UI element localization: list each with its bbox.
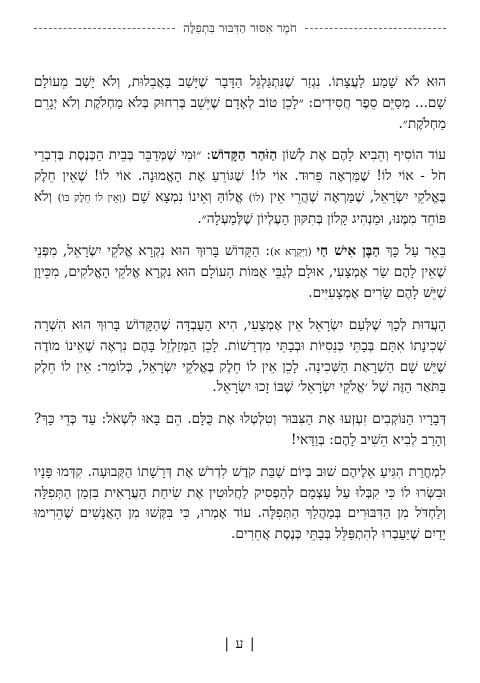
running-header [34,18,446,38]
paragraph-4: הָעֲדוּת לְכָךְ שֶׁלְּעַם יִשְׂרָאֵל אֵין אֶמְצָעִי, הִיא הָעֻבְדָּה שֶׁהַקָּדוֹשׁ בָּרוּךְ הוּא הִשְׁרָה שְׁכִינָתוֹ אִתָּם בְּבָתֵּי כְּנֵסִיּוֹת וּבְבָתֵּי מִדְרָשׁוֹת. לָכֵן הַמְּזַלְזֵל בָּהֶם נִרְאֶה שֶׁאֵינוֹ מוֹדֶה שֶׁיֵּשׁ שָׁם הַשְׁרָאַת הַשְּׁכִינָה. לָכֵן אֵין לוֹ חֵלֶק בֶּאֱלֹקֵי יִשְׂרָאֵל, כְּלוֹמַר: אֵין לוֹ חֵלֶק בַּתֹּאַר הַזֶּה שֶׁל ׳אֱלֹקֵי יִשְׂרָאֵל׳ שֶׁבּוֹ זָכוּ יִשְׂרָאֵל. [34,316,446,396]
paragraph-3-body: : הַקָּדוֹשׁ בָּרוּךְ הוּא נִקְרָא אֱלֹקֵי יִשְׂרָאֵל, מִפְּנֵי שֶׁאֵין לָהֶם שַׂר אֶמְצָעִי, אוּלָם לְגַבֵּי אֻמּוֹת הָעוֹלָם הוּא נִקְרָא אֱלֹקֵי הָאֱלֹקִים, מִכֵּיוָן שֶׁיֵּשׁ לָהֶם שָׂרִים אֶמְצָעִיִּים. [34,242,446,302]
header-rule-right [305,28,446,29]
paragraph-2-note-1: (לוֹ) [248,191,265,204]
running-header-title: חֹמֶר אִסּוּר הַדִּבּוּר בִּתְפִלָּה [183,20,297,35]
paragraph-2 [34,145,446,229]
page-number: | ע | [224,636,256,652]
paragraph-2-note-2: (וְאֵין לוֹ חֵלֶק בּוֹ) [57,191,126,204]
source-name-zohar: הַזֹּהַר הַקָּדוֹשׁ [210,147,278,164]
paragraph-2-lead: עוֹד הוֹסִיף וְהֵבִיא לָהֶם אֶת לְשׁוֹן [277,147,446,164]
paragraph-3 [34,241,446,304]
paragraph-5: דְּבָרָיו הַנּוֹקְבִים זִעְזְעוּ אֶת הַצִּבּוּר וְטִלְטְלוּ אֶת כֻּלָּם. הֵם בָּאוּ לִשְׁאֹל: עַד כְּדֵי כָּךְ? וְהָרַב לְבִיא הֵשִׁיב לָהֶם: בְּוַדַּאי! [34,411,446,448]
paragraph-6: לִמְחֳרַת הִגִּיעַ אֵלֶיהֶם שׁוּב בְּיוֹם שַׁבַּת קֹדֶשׁ לִדְרֹשׁ אֶת דְּרָשָׁתוֹ הַקְּבוּעָה. קִדְּמוּ פָּנָיו וּבִשְּׂרוּ לוֹ כִּי קִבְּלוּ עַל עַצְמָם לְהַפְסִיק לַחֲלוּטִין אֶת שִׂיחַת הָעֲרָאִית בִּזְמַן הַתְּפִלָּה וְלַחְדֹּל מִן הַדִּבּוּרִים בְּמַהֲלַךְ הַתְּפִלָּה. עוֹד אָמְרוּ, כִּי בִּקְּשׁוּ מִן הָאֲנָשִׁים שֶׁהֵרִימוּ יָדַיִם שֶׁיַּעַבְרוּ לְהִתְפַּלֵּל בְּבָתֵּי כְּנֶסֶת אֲחֵרִים. [34,463,446,543]
paragraph-3-citation: (וַיִּקְרָא א) [269,245,317,258]
paragraph-2-quote-cont: אֱלוֹהַּ וְאֵינוֹ נִמְצָא שָׁם [126,188,249,205]
paragraph-2-quote-end: וְלֹא פּוֹחֵד מִמֶּנּוּ, וּמַנְהִיג קָלוֹן בְּתִקּוּן הָעֶלְיוֹן שֶׁלְּמַעְלָה״. [34,188,446,227]
body-text [34,72,446,545]
paragraph-1: הוּא לֹא שָׁמַע לַעֲצָתוֹ. נִגְזַר שֶׁנִּתְגַּלְגֵּל הַדָּבָר שֶׁיָּשַׁב בָּאֲבֵלוּת, וְלֹא יָשַׁב מֵעוֹלָם שָׁם... מְסַיֵּם סֵפֶר חֲסִידִים: ״לָכֵן טוֹב לְאָדָם שֶׁיֵּשֵׁב בְּרִחוּק בְּלֹא מַחְלֹקֶת וְלֹא יְגָרֵם מַחְלֹקֶת״. [34,74,446,132]
source-name-ben-ish-chai: הַבֶּן אִישׁ חַי [316,242,381,259]
paragraph-2-quote: : ״וּמִי שֶׁמְּדַבֵּר בְּבֵית הַכְּנֶסֶת בְּדִבְרֵי חֹל - אוֹי לוֹ! שֶׁמַּרְאֶה פֵּרוּד. אוֹי לוֹ! שֶׁגּוֹרֵעַ אֶת הָאֱמוּנָה. אוֹי לוֹ! שֶׁאֵין חֵלֶק בֶּאֱלֹקֵי יִשְׂרָאֵל, שֶׁמַּרְאֶה שֶׁהֲרֵי אֵין [34,147,446,205]
header-rule-left [34,28,175,29]
paragraph-3-lead: בֵּאֵר עַל כָּךְ [380,242,447,259]
